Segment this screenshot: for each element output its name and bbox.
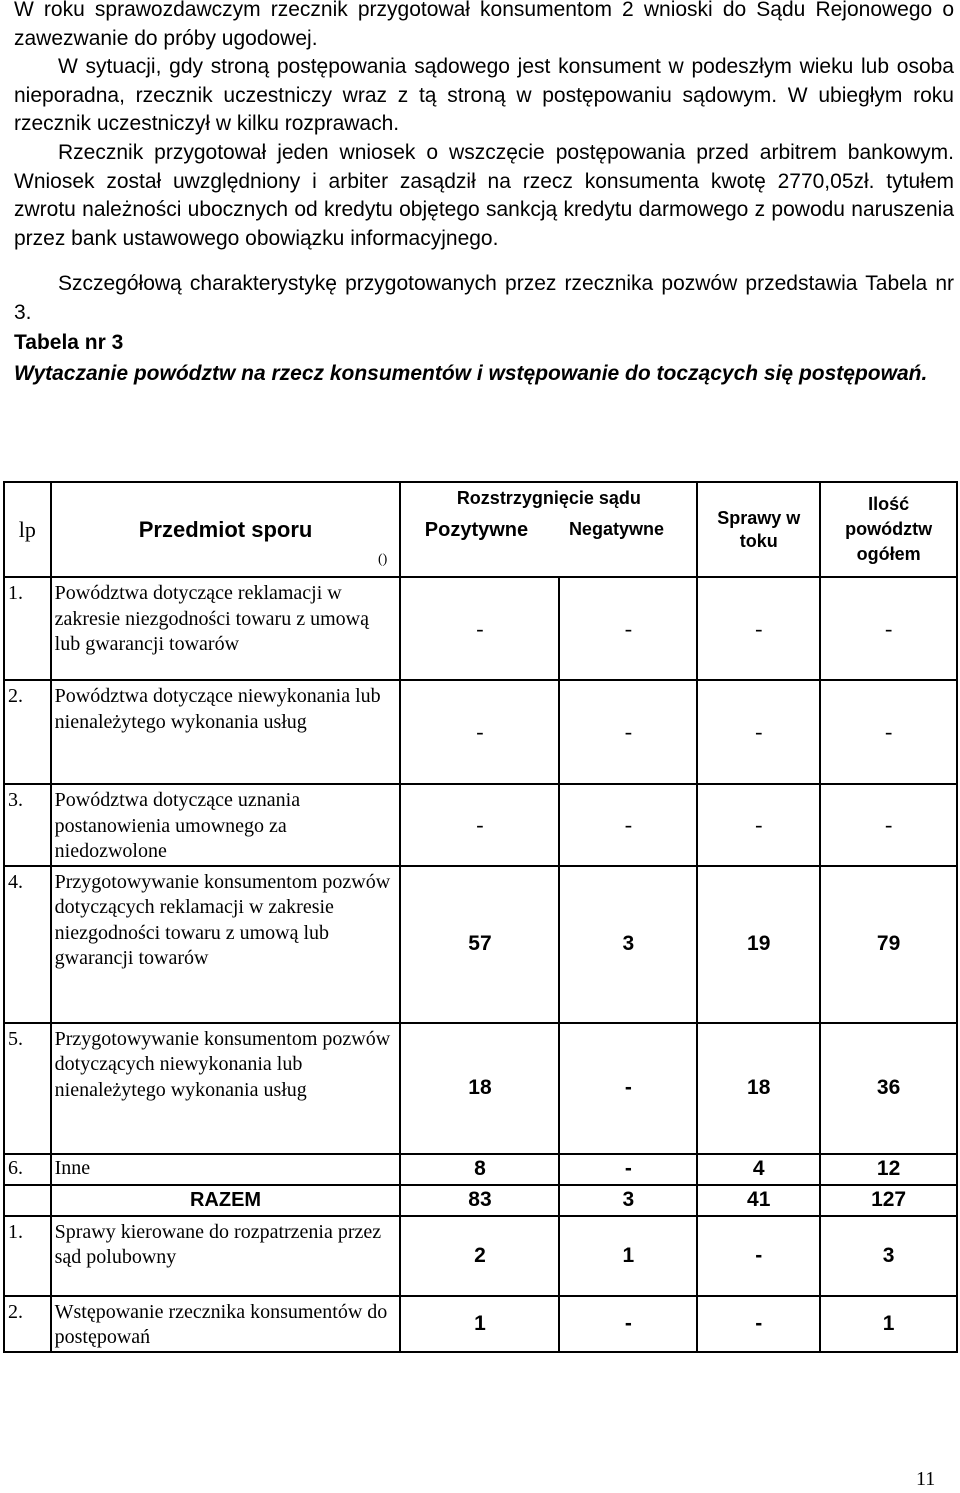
cell-total: 3 <box>820 1216 957 1296</box>
cell-positive: 2 <box>400 1216 559 1296</box>
table-header-row <box>4 482 957 577</box>
row-subject: Sprawy kierowane do rozpatrzenia przez sąd polubowny <box>51 1216 401 1296</box>
table-row <box>4 1296 957 1352</box>
cell-negative: - <box>559 784 697 866</box>
table-title: Tabela nr 3 <box>14 330 124 354</box>
cell-negative: 1 <box>559 1216 697 1296</box>
row-number: 1. <box>4 1216 51 1296</box>
sum-empty-cell <box>4 1185 51 1216</box>
cell-total: - <box>820 784 957 866</box>
row-subject: Powództwa dotyczące reklamacji w zakresie niezgodności towaru z umową lub gwarancji towarów <box>51 577 401 680</box>
header-negative: Negatywne <box>568 519 664 539</box>
row-subject: Inne <box>51 1154 401 1185</box>
cell-total: - <box>820 577 957 680</box>
table-row <box>4 784 957 866</box>
cell-positive: - <box>400 784 559 866</box>
header-total: Ilość powództw ogółem <box>820 482 957 577</box>
row-number: 2. <box>4 680 51 784</box>
cell-pending: 4 <box>697 1154 820 1185</box>
cell-negative: 3 <box>559 866 697 1023</box>
row-number: 3. <box>4 784 51 866</box>
sum-total: 127 <box>820 1185 957 1216</box>
cell-total: 36 <box>820 1023 957 1154</box>
cell-negative: - <box>559 577 697 680</box>
row-number: 4. <box>4 866 51 1023</box>
cell-total: - <box>820 680 957 784</box>
header-subject: Przedmiot sporu <box>51 482 401 577</box>
cell-pending: - <box>697 680 820 784</box>
cell-positive: - <box>400 577 559 680</box>
sum-label: RAZEM <box>51 1185 401 1216</box>
cell-negative: - <box>559 1154 697 1185</box>
cell-pending: 19 <box>697 866 820 1023</box>
table-row <box>4 1154 957 1185</box>
header-positive: Pozytywne <box>424 519 529 541</box>
paragraph-court-participation: W sytuacji, gdy stroną postępowania sądowego jest konsument w podeszłym wieku lub osoba nieporadna, rzecznik uczestniczy wraz z tą stroną w postępowaniu sądowym. W ubiegłym roku rzecznik uczestniczył w kilku rozprawach. <box>14 55 954 136</box>
page-number: 11 <box>916 1468 936 1490</box>
row-number: 2. <box>4 1296 51 1352</box>
cell-positive: - <box>400 680 559 784</box>
row-number: 6. <box>4 1154 51 1185</box>
table-row <box>4 1216 957 1296</box>
table-row <box>4 577 957 680</box>
paragraph-court-motions: W roku sprawozdawczym rzecznik przygotował konsumentom 2 wnioski do Sądu Rejonowego o zawezwanie do próby ugodowej. <box>14 0 954 50</box>
cell-pending: - <box>697 1296 820 1352</box>
cell-pending: 18 <box>697 1023 820 1154</box>
table-row <box>4 866 957 1023</box>
cell-total: 12 <box>820 1154 957 1185</box>
cell-positive: 8 <box>400 1154 559 1185</box>
paragraph-table-intro: Szczegółową charakterystykę przygotowanych przez rzecznika pozwów przedstawia Tabela nr 3. <box>14 272 954 324</box>
cell-total: 1 <box>820 1296 957 1352</box>
row-subject: Powództwa dotyczące niewykonania lub nienależytego wykonania usług <box>51 680 401 784</box>
table-row <box>4 680 957 784</box>
table-row <box>4 1023 957 1154</box>
header-small-parenthesis: () <box>378 552 388 567</box>
row-subject: Powództwa dotyczące uznania postanowienia umownego za niedozwolone <box>51 784 401 866</box>
header-lp: lp <box>4 482 51 577</box>
sum-row <box>4 1185 957 1216</box>
cell-pending: - <box>697 577 820 680</box>
cell-total: 79 <box>820 866 957 1023</box>
header-verdict: Rozstrzygnięcie sądu <box>456 488 641 508</box>
row-number: 5. <box>4 1023 51 1154</box>
cell-negative: - <box>559 1023 697 1154</box>
sum-positive: 83 <box>400 1185 559 1216</box>
row-subject: Przygotowywanie konsumentom pozwów dotyczących reklamacji w zakresie niezgodności towaru z umową lub gwarancji towarów <box>51 866 401 1023</box>
header-verdict-sub <box>401 519 696 542</box>
header-pending: Sprawy w toku <box>697 482 820 577</box>
row-subject: Przygotowywanie konsumentom pozwów dotyczących niewykonania lub nienależytego wykonania usług <box>51 1023 401 1154</box>
table-caption: Wytaczanie powództw na rzecz konsumentów i wstępowanie do toczących się postępowań. <box>14 361 928 385</box>
header-verdict-group <box>400 482 697 577</box>
sum-negative: 3 <box>559 1185 697 1216</box>
cell-pending: - <box>697 1216 820 1296</box>
cell-positive: 18 <box>400 1023 559 1154</box>
cell-positive: 1 <box>400 1296 559 1352</box>
sum-pending: 41 <box>697 1185 820 1216</box>
row-subject: Wstępowanie rzecznika konsumentów do postępowań <box>51 1296 401 1352</box>
paragraph-bank-arbiter: Rzecznik przygotował jeden wniosek o wszczęcie postępowania przed arbitrem bankowym. Wniosek został uwzględniony i arbiter zasądził na rzecz konsumenta kwotę 2770,05zł. tytułem zwrotu należności ubocznych od kredytu objętego sankcją kredytu darmowego z powodu naruszenia przez bank ustawowego obowiązku informacyjnego. <box>14 140 954 250</box>
cell-negative: - <box>559 1296 697 1352</box>
row-number: 1. <box>4 577 51 680</box>
cell-pending: - <box>697 784 820 866</box>
cell-negative: - <box>559 680 697 784</box>
document-page <box>14 0 954 389</box>
cell-positive: 57 <box>400 866 559 1023</box>
lawsuits-table <box>3 481 958 1353</box>
